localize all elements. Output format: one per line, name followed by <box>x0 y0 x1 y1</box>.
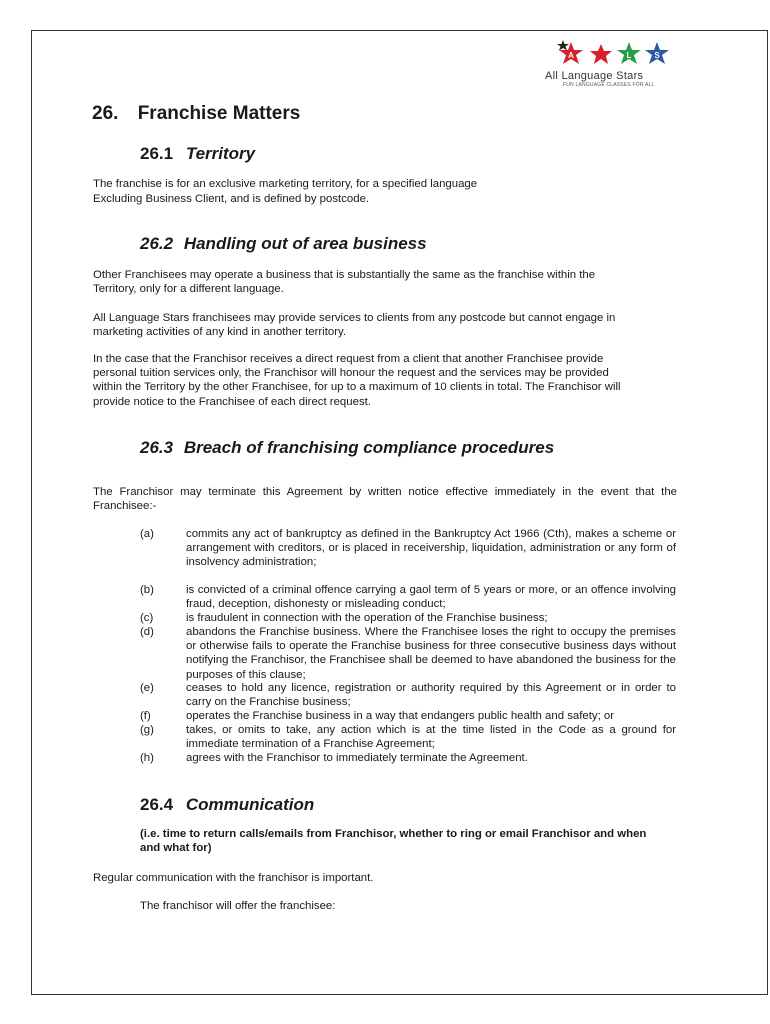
star-figure-icon <box>557 40 569 51</box>
item-label: (e) <box>140 682 154 694</box>
item-text: agrees with the Franchisor to immediately terminate the Agreement. <box>186 752 528 764</box>
breach-intro: The Franchisor may terminate this Agreement by written notice effective immediately in the event that the Franchisee:- <box>93 486 677 513</box>
item-text: commits any act of bankruptcy as defined in the Bankruptcy Act 1966 (Cth), makes a scheme or arrangement with creditors, or is placed in receivership, liquidation, administration or any form of insolvency administration; <box>186 528 676 569</box>
star-s-icon <box>645 42 669 64</box>
item-label: (c) <box>140 612 154 624</box>
communication-number: 26.4 <box>140 795 174 814</box>
star-l-icon <box>617 42 641 64</box>
item-label: (a) <box>140 528 154 540</box>
item-label: (b) <box>140 584 154 596</box>
communication-heading <box>140 795 314 815</box>
logo-tagline: FUN LANGUAGE CLASSES FOR ALL <box>563 82 655 88</box>
territory-line-2: Excluding Business Client, and is defined by postcode. <box>93 193 370 205</box>
territory-title: Territory <box>185 144 256 163</box>
breach-number: 26.3 <box>140 438 174 457</box>
section-number: 26. <box>92 103 119 124</box>
territory-number: 26.1 <box>140 144 174 163</box>
breach-heading <box>140 438 554 458</box>
item-label: (h) <box>140 752 154 764</box>
svg-text:L: L <box>626 51 632 60</box>
item-label: (g) <box>140 724 154 736</box>
section-title: Franchise Matters <box>137 103 301 124</box>
svg-text:S: S <box>654 51 660 60</box>
svg-text:A: A <box>568 51 574 60</box>
communication-para-1: Regular communication with the franchisor is important. <box>93 872 374 884</box>
breach-title: Breach of franchising compliance procedures <box>183 438 555 457</box>
item-label: (d) <box>140 626 154 638</box>
communication-para-2: The franchisor will offer the franchisee: <box>140 900 336 912</box>
communication-note: (i.e. time to return calls/emails from Franchisor, whether to ring or email Franchisor and when and what for) <box>140 828 647 855</box>
section-heading <box>92 103 300 125</box>
star-red-icon <box>590 44 612 64</box>
item-text: abandons the Franchise business. Where the Franchisee loses the right to occupy the premises or otherwise fails to operate the Franchise business for three consecutive business days without notifying the Franchisor, the Franchisee shall be deemed to have abandoned the business for the purposes of this clause; <box>186 626 676 681</box>
territory-line-1: The franchise is for an exclusive marketing territory, for a specified language <box>93 178 478 190</box>
communication-title: Communication <box>185 795 315 814</box>
item-text: takes, or omits to take, any action which is at the time listed in the Code as a ground for immediate termination of a Franchise Agreement; <box>186 724 676 751</box>
item-text: is convicted of a criminal offence carrying a gaol term of 5 years or more, or an offence involving fraud, deception, dishonesty or misleading conduct; <box>186 584 676 611</box>
out-of-area-number: 26.2 <box>140 234 174 253</box>
out-of-area-para-2: All Language Stars franchisees may provide services to clients from any postcode but cannot engage in marketing activities of any kind in another territory. <box>93 312 616 339</box>
out-of-area-title: Handling out of area business <box>183 234 427 253</box>
out-of-area-heading <box>140 234 427 254</box>
item-text: is fraudulent in connection with the operation of the Franchise business; <box>186 612 548 624</box>
item-text: operates the Franchise business in a way that endangers public health and safety; or <box>186 710 615 722</box>
item-label: (f) <box>140 710 151 722</box>
out-of-area-para-1: Other Franchisees may operate a business that is substantially the same as the franchise within the Territory, only for a different language. <box>93 269 596 296</box>
item-text: ceases to hold any licence, registration or authority required by this Agreement or in order to carry on the Franchise business; <box>186 682 676 709</box>
territory-heading <box>140 144 255 164</box>
logo-name: All Language Stars <box>545 70 644 82</box>
out-of-area-para-3: In the case that the Franchisor receives a direct request from a client that another Franchisee provide personal tuition services only, the Franchisor will honour the request and the services may be provided within the Territory by the other Franchisee, for up to a maximum of 10 clients in total. The Franchisor will provide notice to the Franchisee of each direct request. <box>93 353 621 408</box>
